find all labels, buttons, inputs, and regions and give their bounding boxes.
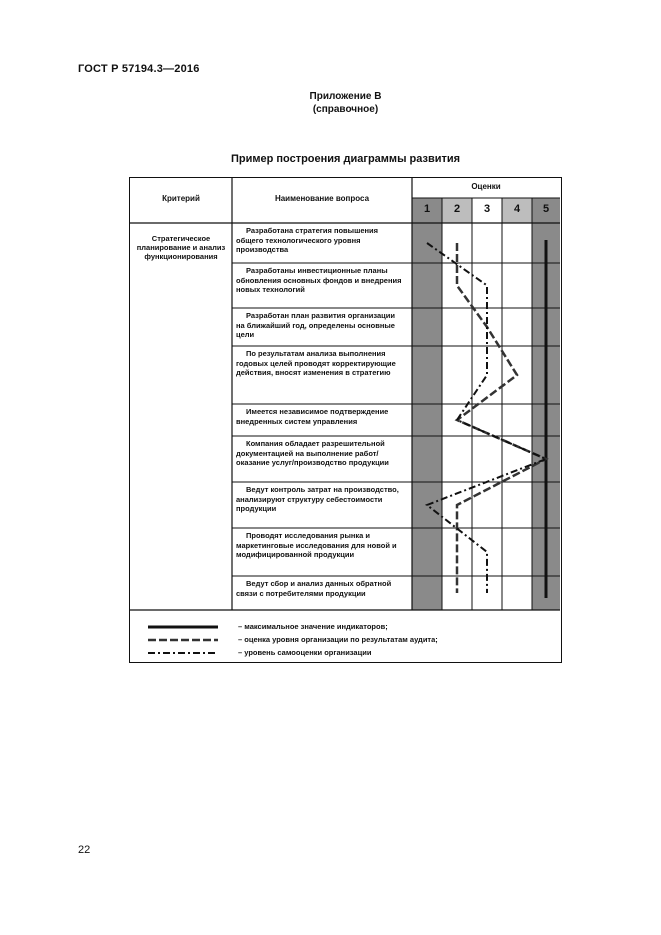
question-cell: Проводят исследования рынка и маркетинговые исследования для новой и модифицированной продукции xyxy=(236,531,397,559)
legend-audit: – оценка уровня организации по результатам аудита; xyxy=(238,635,438,644)
criterion-header: Критерий xyxy=(162,194,200,203)
question-cell: Ведут контроль затрат на производство, анализируют структуру себестоимости продукции xyxy=(236,485,399,513)
question-cell: Ведут сбор и анализ данных обратной связи с потребителями продукции xyxy=(236,579,392,598)
legend-max: – максимальное значение индикаторов; xyxy=(238,622,388,631)
self-assessment-line xyxy=(427,243,546,593)
development-diagram-table xyxy=(129,177,562,663)
score-3: 3 xyxy=(483,203,491,215)
page-number: 22 xyxy=(78,844,91,856)
scores-header: Оценки xyxy=(471,182,501,191)
score-5: 5 xyxy=(542,203,550,215)
question-cell: Разработан план развития организации на ближайший год, определены основные цели xyxy=(236,311,395,339)
question-header: Наименование вопроса xyxy=(274,194,370,203)
question-cell: По результатам анализа выполнения годовых целей проводят корректирующие действия, вносят изменения в стратегию xyxy=(236,349,396,377)
appendix-title: Приложение В xyxy=(309,91,382,102)
question-cell: Разработаны инвестиционные планы обновления основных фондов и внедрения новых технологий xyxy=(236,266,402,294)
score-4: 4 xyxy=(513,203,521,215)
criterion-cell: Стратегическое планирование и анализ функционирования xyxy=(136,234,226,261)
figure-title: Пример построения диаграммы развития xyxy=(230,153,461,165)
document-header: ГОСТ Р 57194.3—2016 xyxy=(78,63,200,75)
score-1: 1 xyxy=(423,203,431,215)
score-2: 2 xyxy=(453,203,461,215)
question-cell: Имеется независимое подтверждение внедренных систем управления xyxy=(236,407,389,426)
question-cell: Компания обладает разрешительной документацией на выполнение работ/оказание услуг/производство продукции xyxy=(236,439,389,467)
legend-self: – уровень самооценки организации xyxy=(238,648,372,657)
question-cell: Разработана стратегия повышения общего технологического уровня производства xyxy=(236,226,379,254)
appendix-subtitle: (справочное) xyxy=(312,104,379,115)
